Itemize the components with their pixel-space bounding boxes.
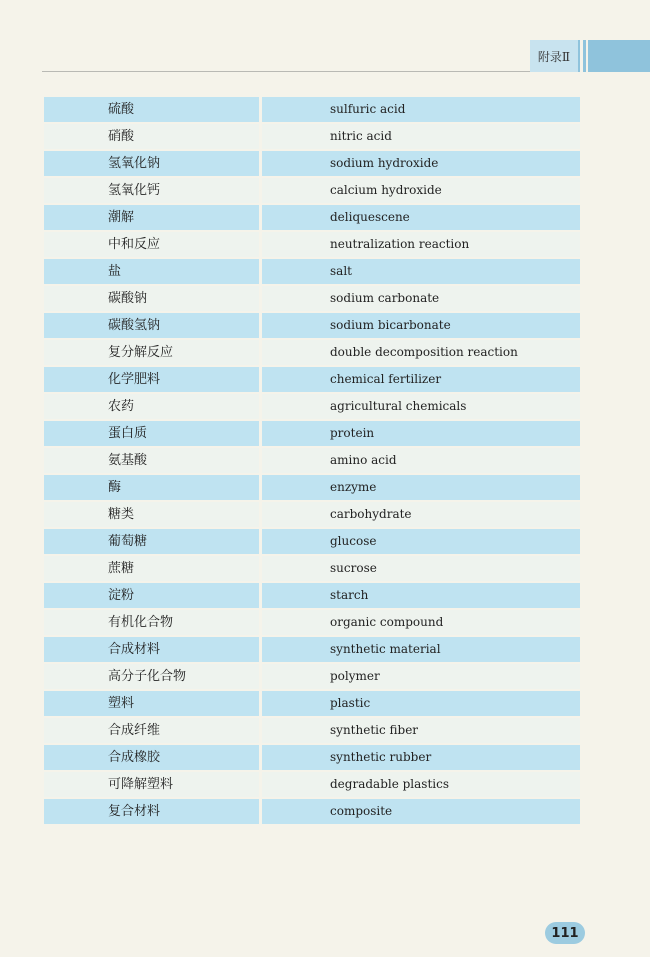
term-chinese: 有机化合物 — [44, 610, 259, 635]
term-english: calcium hydroxide — [262, 178, 580, 203]
term-english: salt — [262, 259, 580, 284]
term-chinese: 塑料 — [44, 691, 259, 716]
header-rule — [42, 71, 530, 72]
glossary-row — [44, 718, 580, 743]
term-chinese: 农药 — [44, 394, 259, 419]
term-chinese: 盐 — [44, 259, 259, 284]
term-chinese: 硫酸 — [44, 97, 259, 122]
glossary-row — [44, 367, 580, 392]
glossary-row — [44, 529, 580, 554]
glossary-row — [44, 232, 580, 257]
term-english: composite — [262, 799, 580, 824]
glossary-row — [44, 772, 580, 797]
glossary-row — [44, 691, 580, 716]
glossary-row — [44, 313, 580, 338]
term-english: synthetic fiber — [262, 718, 580, 743]
term-english: sucrose — [262, 556, 580, 581]
header-decoration — [578, 40, 650, 72]
glossary-row — [44, 259, 580, 284]
term-english: plastic — [262, 691, 580, 716]
term-chinese: 蛋白质 — [44, 421, 259, 446]
term-english: nitric acid — [262, 124, 580, 149]
term-chinese: 淀粉 — [44, 583, 259, 608]
term-english: sulfuric acid — [262, 97, 580, 122]
term-english: organic compound — [262, 610, 580, 635]
glossary-table — [44, 97, 580, 826]
term-chinese: 高分子化合物 — [44, 664, 259, 689]
term-english: synthetic material — [262, 637, 580, 662]
term-english: double decomposition reaction — [262, 340, 580, 365]
glossary-row — [44, 97, 580, 122]
term-chinese: 复分解反应 — [44, 340, 259, 365]
term-english: starch — [262, 583, 580, 608]
glossary-row — [44, 124, 580, 149]
term-chinese: 氢氧化钙 — [44, 178, 259, 203]
term-chinese: 中和反应 — [44, 232, 259, 257]
term-chinese: 氢氧化钠 — [44, 151, 259, 176]
term-chinese: 复合材料 — [44, 799, 259, 824]
glossary-row — [44, 286, 580, 311]
term-chinese: 葡萄糖 — [44, 529, 259, 554]
term-english: chemical fertilizer — [262, 367, 580, 392]
term-english: protein — [262, 421, 580, 446]
glossary-row — [44, 664, 580, 689]
term-chinese: 糖类 — [44, 502, 259, 527]
term-chinese: 碳酸钠 — [44, 286, 259, 311]
glossary-row — [44, 610, 580, 635]
term-english: degradable plastics — [262, 772, 580, 797]
term-chinese: 合成纤维 — [44, 718, 259, 743]
term-english: glucose — [262, 529, 580, 554]
term-english: polymer — [262, 664, 580, 689]
glossary-row — [44, 745, 580, 770]
term-english: neutralization reaction — [262, 232, 580, 257]
term-english: enzyme — [262, 475, 580, 500]
glossary-row — [44, 583, 580, 608]
term-chinese: 碳酸氢钠 — [44, 313, 259, 338]
term-chinese: 氨基酸 — [44, 448, 259, 473]
term-chinese: 可降解塑料 — [44, 772, 259, 797]
term-english: carbohydrate — [262, 502, 580, 527]
term-chinese: 硝酸 — [44, 124, 259, 149]
term-chinese: 合成橡胶 — [44, 745, 259, 770]
term-english: sodium carbonate — [262, 286, 580, 311]
glossary-row — [44, 205, 580, 230]
term-english: sodium hydroxide — [262, 151, 580, 176]
term-english: deliquescene — [262, 205, 580, 230]
term-chinese: 潮解 — [44, 205, 259, 230]
page-number: 111 — [545, 922, 585, 944]
term-english: agricultural chemicals — [262, 394, 580, 419]
term-chinese: 合成材料 — [44, 637, 259, 662]
term-english: synthetic rubber — [262, 745, 580, 770]
glossary-row — [44, 421, 580, 446]
term-chinese: 酶 — [44, 475, 259, 500]
glossary-row — [44, 178, 580, 203]
term-chinese: 化学肥料 — [44, 367, 259, 392]
glossary-row — [44, 556, 580, 581]
glossary-row — [44, 448, 580, 473]
glossary-row — [44, 799, 580, 824]
glossary-row — [44, 502, 580, 527]
term-chinese: 蔗糖 — [44, 556, 259, 581]
glossary-row — [44, 340, 580, 365]
term-english: amino acid — [262, 448, 580, 473]
term-english: sodium bicarbonate — [262, 313, 580, 338]
glossary-row — [44, 475, 580, 500]
glossary-row — [44, 394, 580, 419]
section-label: 附录Ⅱ — [530, 40, 578, 72]
glossary-row — [44, 151, 580, 176]
glossary-row — [44, 637, 580, 662]
